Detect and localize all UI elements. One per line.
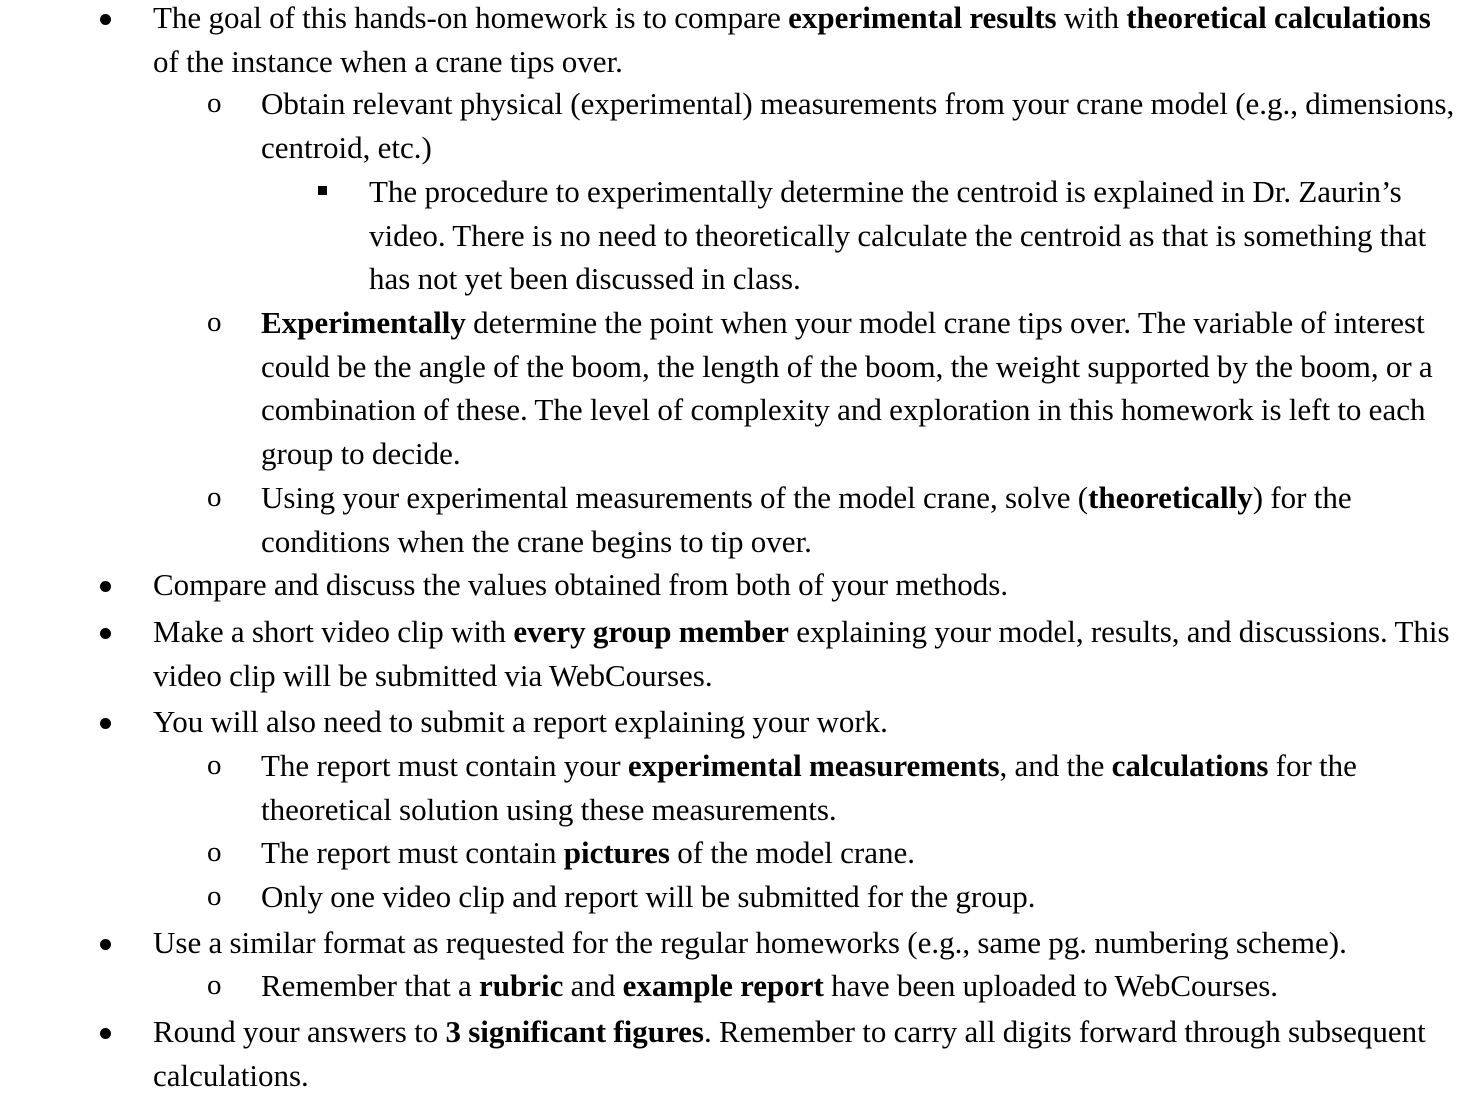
bullet-dot-icon — [100, 14, 111, 25]
text-segment: Obtain relevant physical (experimental) measurements from your crane model (e.g., dimensions, centroid, etc.) — [261, 86, 1455, 165]
bullet-circle-icon: o — [207, 481, 222, 513]
text-segment: Use a similar format as requested for the regular homeworks (e.g., same pg. numbering scheme). — [153, 925, 1347, 960]
bullet-dot-icon — [100, 939, 111, 950]
text-segment: The report must contain your — [261, 748, 628, 783]
list-item-level-2 — [261, 744, 1461, 831]
text-segment: The report must contain — [261, 835, 564, 870]
list-item-level-2 — [261, 875, 1461, 919]
bold-text: experimental results — [788, 0, 1057, 35]
text-segment: with — [1056, 0, 1127, 35]
bold-text: theoretical calculations — [1126, 0, 1431, 35]
text-segment: explaining your model, results, and discussions. This video clip will be submitted via WebCourses. — [153, 614, 1450, 693]
bold-text: rubric — [479, 968, 564, 1003]
list-item-level-2 — [261, 82, 1461, 169]
text-segment: Using your experimental measurements of the model crane, solve ( — [261, 480, 1089, 515]
text-segment: Make a short video clip with — [153, 614, 514, 649]
bullet-circle-icon: o — [207, 880, 222, 912]
bold-text: Experimentally — [261, 305, 466, 340]
text-segment: ) for the conditions when the crane begins to tip over. — [261, 480, 1352, 559]
list-item-level-3 — [369, 170, 1459, 301]
text-segment: of the instance when a crane tips over. — [153, 43, 623, 79]
text-segment: have been uploaded to WebCourses. — [823, 968, 1279, 1003]
list-item-level-2 — [261, 964, 1461, 1008]
bold-text: theoretically — [1088, 480, 1253, 515]
text-segment: Remember that a — [261, 968, 479, 1003]
text-segment: for the theoretical solution using these measurements. — [261, 748, 1357, 827]
bullet-circle-icon: o — [207, 306, 222, 338]
list-item-level-1 — [153, 563, 1453, 607]
bullet-circle-icon: o — [207, 749, 222, 781]
text-segment: determine the point when your model crane tips over. The variable of interest could be the angle of the boom, the length of the boom, the weight supported by the boom, or a combination of these. The level of complexity and exploration in this homework is left to each group to decide. — [261, 305, 1433, 471]
bold-text: every group member — [513, 614, 789, 649]
list-item-level-1 — [153, 1010, 1453, 1097]
text-segment: of the model crane. — [669, 835, 915, 870]
text-segment: Only one video clip and report will be submitted for the group. — [261, 879, 1036, 914]
text-segment: Round your answers to — [153, 1014, 446, 1049]
bold-text: example report — [622, 968, 824, 1003]
list-item-level-2 — [261, 831, 1461, 875]
bullet-circle-icon: o — [207, 969, 222, 1001]
bullet-dot-icon — [100, 1028, 111, 1039]
bullet-circle-icon: o — [207, 836, 222, 868]
list-item-level-1 — [153, 0, 1453, 83]
text-segment: Compare and discuss the values obtained from both of your methods. — [153, 567, 1009, 602]
list-item-level-1 — [153, 700, 1453, 744]
text-segment: You will also need to submit a report explaining your work. — [153, 704, 888, 739]
list-item-level-1 — [153, 921, 1453, 965]
bold-text: pictures — [563, 835, 670, 870]
list-item-level-2 — [261, 476, 1461, 563]
list-item-level-1 — [153, 610, 1453, 697]
bullet-square-icon — [318, 186, 327, 195]
bold-text: experimental measurements — [627, 748, 1000, 783]
text-segment: . Remember to carry all digits forward through subsequent calculations. — [153, 1014, 1426, 1093]
bullet-dot-icon — [100, 581, 111, 592]
bullet-dot-icon — [100, 628, 111, 639]
bold-text: calculations — [1111, 748, 1269, 783]
list-item-level-2 — [261, 301, 1461, 475]
text-segment: , and the — [999, 748, 1112, 783]
text-segment: and — [563, 968, 623, 1003]
bullet-dot-icon — [100, 718, 111, 729]
text-segment: The procedure to experimentally determine the centroid is explained in Dr. Zaurin’s video. There is no need to theoretically calculate the centroid as that is something that has not yet been discussed in class. — [369, 174, 1427, 296]
bold-text: 3 significant figures — [445, 1014, 704, 1049]
text-segment: The goal of this hands-on homework is to compare — [153, 0, 789, 35]
bullet-circle-icon: o — [207, 87, 222, 119]
